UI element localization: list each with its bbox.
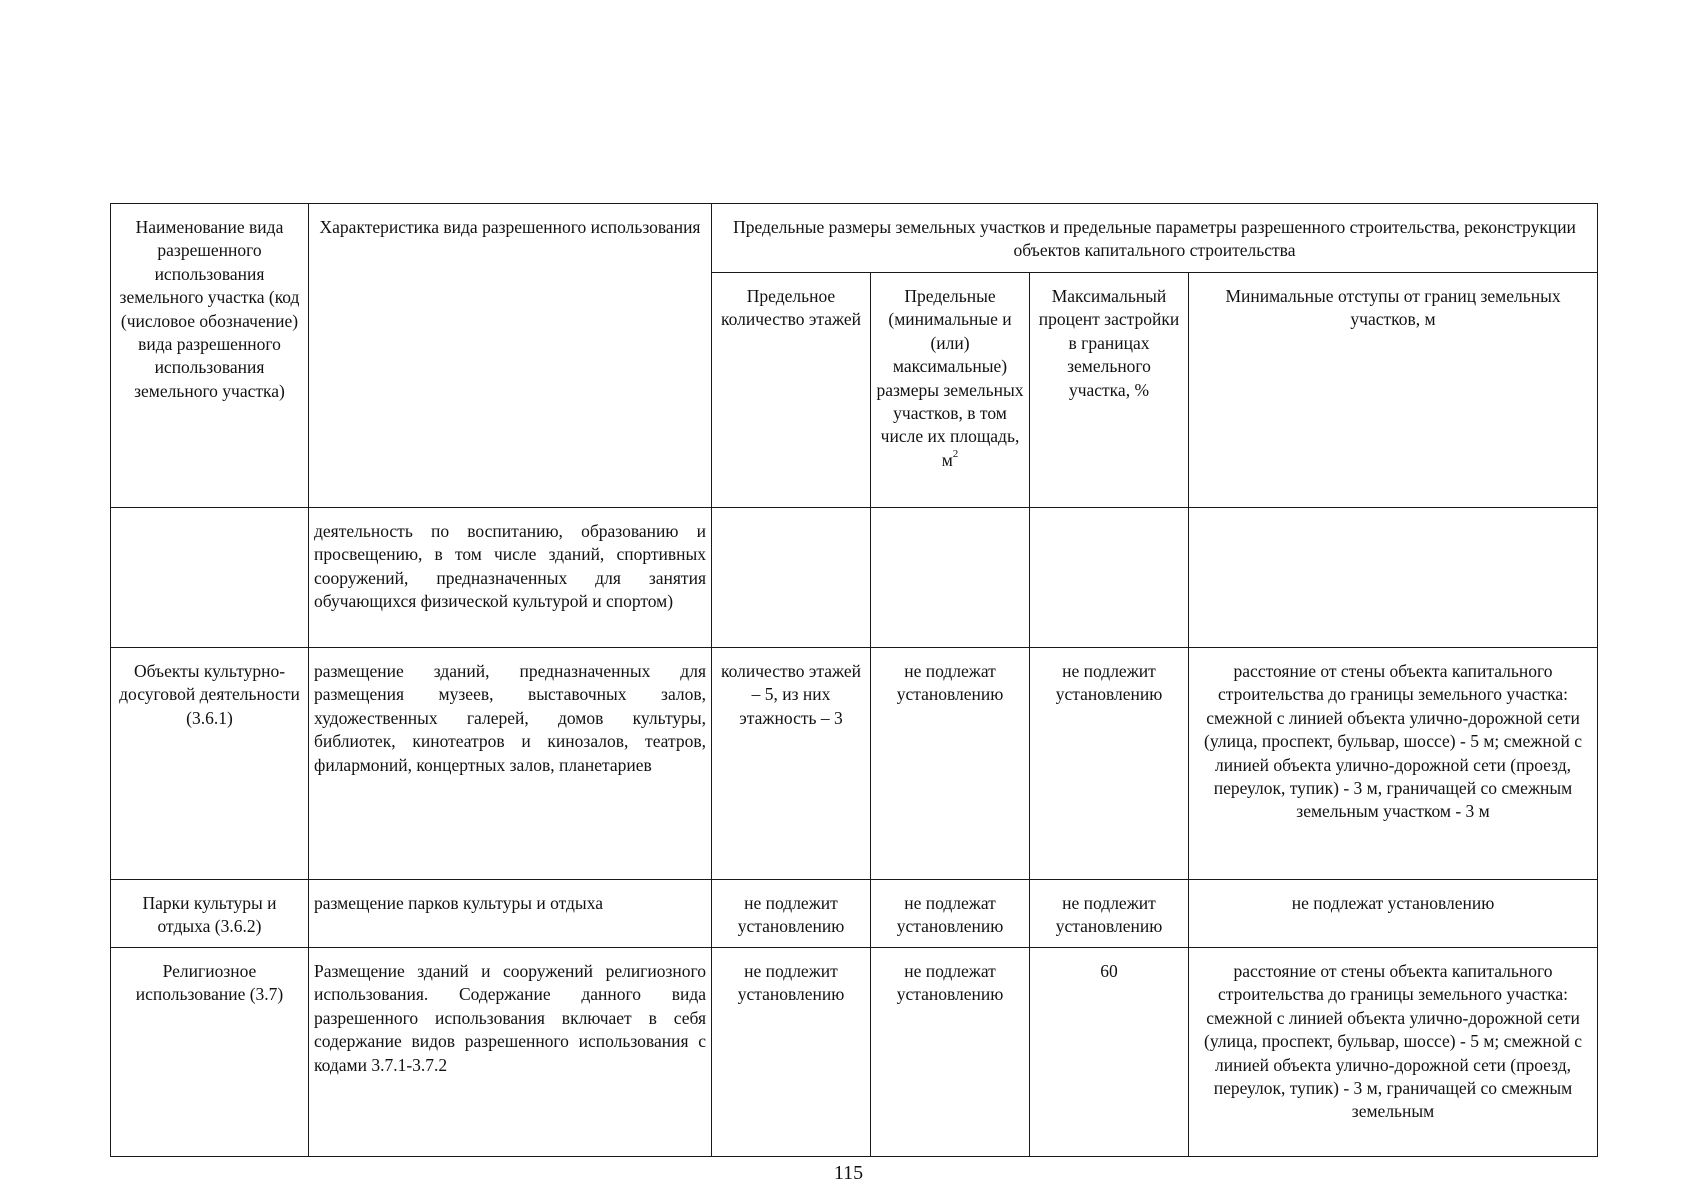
row-area-cell: не подлежат установлению	[871, 948, 1030, 1157]
row-name-cell: Объекты культурно-досуговой деятельности (3.6.1)	[111, 648, 309, 880]
row-characteristic-cell: деятельность по воспитанию, образованию и просвещению, в том числе зданий, спортивных сооружений, предназначенных для занятия обучающихся физической культурой и спортом)	[309, 508, 712, 648]
row-characteristic-cell: Размещение зданий и сооружений религиозного использования. Содержание данного вида разрешенного использования включает в себя содержание видов разрешенного использования с кодами 3.7.1-3.7.2	[309, 948, 712, 1157]
header-setbacks: Минимальные отступы от границ земельных участков, м	[1189, 273, 1598, 508]
header-area-text: Предельные (минимальные и (или) максимальные) размеры земельных участков, в том числе их площадь, м	[876, 286, 1024, 470]
row-coverage-cell: не подлежит установлению	[1030, 648, 1189, 880]
row-floors-cell: количество этажей – 5, из них этажность – 3	[712, 648, 871, 880]
row-name-cell: Религиозное использование (3.7)	[111, 948, 309, 1157]
row-name-cell: Парки культуры и отдыха (3.6.2)	[111, 880, 309, 948]
header-name: Наименование вида разрешенного использования земельного участка (код (числовое обозначение) вида разрешенного использования земельного участка)	[111, 204, 309, 508]
header-row-1	[111, 204, 1598, 273]
header-characteristic: Характеристика вида разрешенного использования	[309, 204, 712, 508]
row-area-cell: не подлежат установлению	[871, 648, 1030, 880]
header-area-superscript: 2	[952, 448, 959, 461]
header-floors: Предельное количество этажей	[712, 273, 871, 508]
header-area	[871, 273, 1030, 508]
row-setbacks-cell: расстояние от стены объекта капитального строительства до границы земельного участка: смежной с линией объекта улично-дорожной сети (улица, проспект, бульвар, шоссе) - 5 м; смежной с линией объекта улично-дорожной сети (проезд, переулок, тупик) - 3 м, граничащей со смежным земельным	[1189, 948, 1598, 1157]
row-name-cell	[111, 508, 309, 648]
table-row	[111, 508, 1598, 648]
row-coverage-cell: 60	[1030, 948, 1189, 1157]
row-setbacks-cell	[1189, 508, 1598, 648]
row-area-cell: не подлежат установлению	[871, 880, 1030, 948]
row-floors-cell	[712, 508, 871, 648]
row-coverage-cell: не подлежит установлению	[1030, 880, 1189, 948]
table-row	[111, 648, 1598, 880]
table-row	[111, 948, 1598, 1157]
row-area-cell	[871, 508, 1030, 648]
row-coverage-cell	[1030, 508, 1189, 648]
header-coverage: Максимальный процент застройки в границах земельного участка, %	[1030, 273, 1189, 508]
table-row	[111, 880, 1598, 948]
row-characteristic-cell: размещение парков культуры и отдыха	[309, 880, 712, 948]
page-number: 115	[833, 1162, 864, 1184]
row-setbacks-cell: расстояние от стены объекта капитального строительства до границы земельного участка: смежной с линией объекта улично-дорожной сети (улица, проспект, бульвар, шоссе) - 5 м; смежной с линией объекта улично-дорожной сети (проезд, переулок, тупик) - 3 м, граничащей со смежным земельным участком - 3 м	[1189, 648, 1598, 880]
row-floors-cell: не подлежит установлению	[712, 948, 871, 1157]
row-floors-cell: не подлежит установлению	[712, 880, 871, 948]
row-characteristic-cell: размещение зданий, предназначенных для размещения музеев, выставочных залов, художественных галерей, домов культуры, библиотек, кинотеатров и кинозалов, театров, филармоний, концертных залов, планетариев	[309, 648, 712, 880]
land-use-regulations-table	[110, 203, 1598, 1157]
header-limits-group: Предельные размеры земельных участков и предельные параметры разрешенного строительства, реконструкции объектов капитального строительства	[712, 204, 1598, 273]
row-setbacks-cell: не подлежат установлению	[1189, 880, 1598, 948]
